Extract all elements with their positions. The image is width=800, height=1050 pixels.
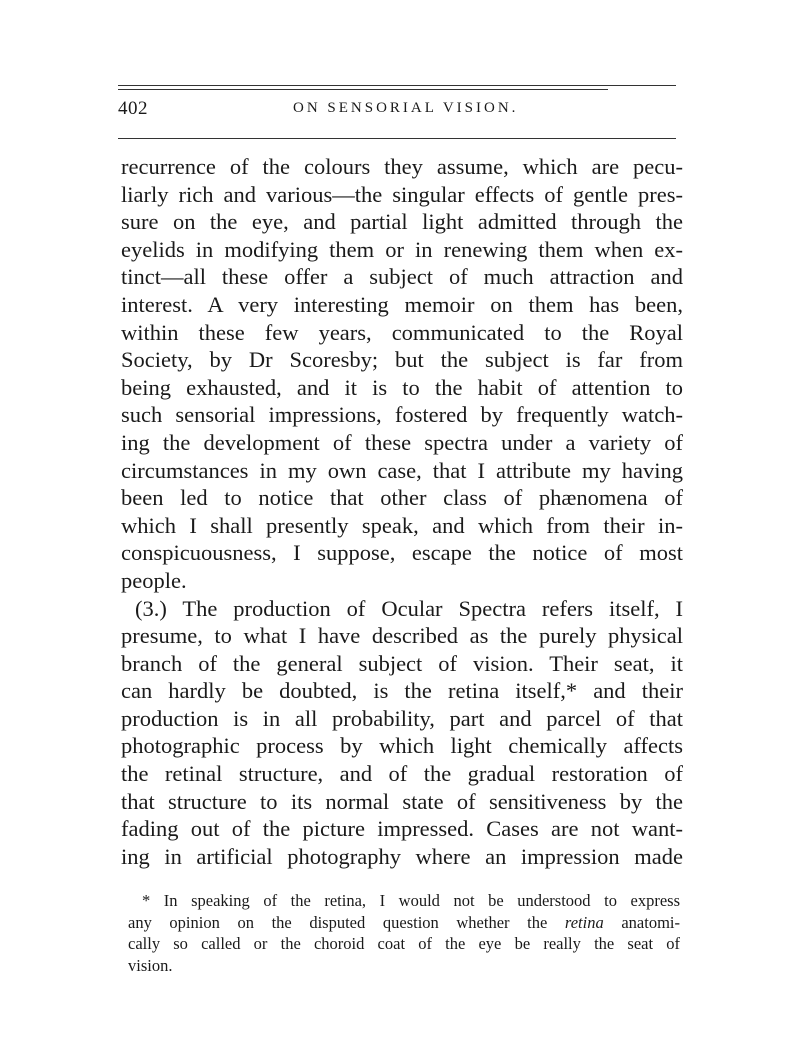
text-line: being exhausted, and it is to the habit of attention to <box>121 374 683 400</box>
body-text <box>121 153 683 870</box>
text-line: (3.) The production of Ocular Spectra refers itself, I <box>135 595 683 621</box>
text-line: branch of the general subject of vision. Their seat, it <box>121 650 683 676</box>
page-number: 402 <box>118 98 148 119</box>
footnote <box>128 890 680 976</box>
footnote-text: any opinion on the disputed question whether the <box>128 912 565 932</box>
footnote-italic-term: retina <box>564 912 604 932</box>
text-line: been led to notice that other class of phænomena of <box>121 485 683 511</box>
text-line: can hardly be doubted, is the retina itself,* and their <box>121 678 683 704</box>
text-line: eyelids in modifying them or in renewing them when ex- <box>121 236 683 262</box>
text-line: production is in all probability, part and parcel of that <box>121 705 683 731</box>
text-line: within these few years, communicated to the Royal <box>121 319 683 345</box>
text-line: Society, by Dr Scoresby; but the subject is far from <box>121 347 683 373</box>
header-rule-top <box>118 85 676 86</box>
text-line: photographic process by which light chemically affects <box>121 733 683 759</box>
header-rule-top-thin <box>118 89 608 90</box>
text-line: tinct—all these offer a subject of much attraction and <box>121 264 683 290</box>
text-line: liarly rich and various—the singular effects of gentle pres- <box>121 181 683 207</box>
text-line: interest. A very interesting memoir on them has been, <box>121 291 683 317</box>
text-line: ing the development of these spectra under a variety of <box>121 429 683 455</box>
footnote-text: anatomi- <box>603 912 680 932</box>
text-line: fading out of the picture impressed. Cases are not want- <box>121 816 683 842</box>
running-title: ON SENSORIAL VISION. <box>293 100 519 116</box>
text-line: such sensorial impressions, fostered by frequently watch- <box>121 402 683 428</box>
header-rule-bottom <box>118 138 676 139</box>
text-line: people. <box>121 567 187 593</box>
text-line: that structure to its normal state of sensitiveness by the <box>121 788 683 814</box>
footnote-line <box>128 912 680 934</box>
text-line: presume, to what I have described as the purely physical <box>121 623 683 649</box>
text-line: which I shall presently speak, and which from their in- <box>121 512 683 538</box>
running-header <box>118 98 678 126</box>
text-line: recurrence of the colours they assume, which are pecu- <box>121 154 683 179</box>
footnote-line: vision. <box>128 955 173 975</box>
text-line: ing in artificial photography where an impression made <box>121 843 683 869</box>
text-line: the retinal structure, and of the gradual restoration of <box>121 761 683 787</box>
text-line: circumstances in my own case, that I attribute my having <box>121 457 683 483</box>
footnote-line: * In speaking of the retina, I would not be understood to express <box>142 891 680 910</box>
text-line: conspicuousness, I suppose, escape the notice of most <box>121 540 683 566</box>
footnote-line: cally so called or the choroid coat of the eye be really the seat of <box>128 934 680 953</box>
text-line: sure on the eye, and partial light admitted through the <box>121 209 683 235</box>
